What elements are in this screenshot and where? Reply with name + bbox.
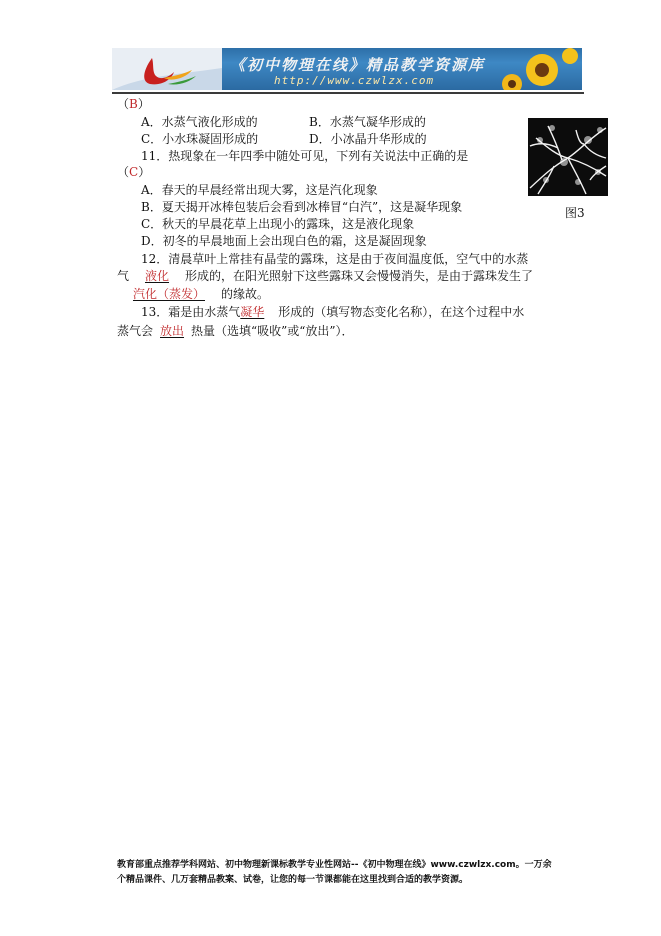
banner-url: http://www.czwlzx.com: [274, 74, 435, 87]
q13-line2-suffix: 热量（选填“吸收”或“放出”）．: [191, 324, 354, 338]
q13-line1: [141, 304, 524, 320]
q10-option-d: D．小冰晶升华形成的: [309, 132, 427, 146]
q13-blank1: 凝华: [240, 305, 265, 319]
q11-answer-letter: C: [129, 165, 139, 179]
q12-line1: 12．清晨草叶上常挂有晶莹的露珠，这是由于夜间温度低，空气中的水蒸: [141, 252, 529, 266]
q12-blank2: 汽化（蒸发）: [132, 287, 205, 301]
footer-line2: 个精品课件、几万套精品教案、试卷，让您的每一节课都能在这里找到合适的教学资源。: [117, 875, 469, 885]
q10-answer-letter: B: [129, 97, 138, 111]
q11-answer-open: （: [117, 165, 130, 179]
q10-option-b: B．水蒸气凝华形成的: [309, 115, 426, 129]
q13-line2-prefix: 蒸气会: [117, 324, 154, 338]
q10-option-a: A．水蒸气液化形成的: [141, 115, 258, 129]
footer-line1: 教育部重点推荐学科网站、初中物理新课标教学专业性网站--《初中物理在线》www.czwlzx.com。一万余: [117, 860, 552, 870]
header-banner: [112, 48, 582, 90]
q11-option-c: C．秋天的早晨花草上出现小的露珠，这是液化现象: [141, 217, 415, 231]
q10-option-c: C．小水珠凝固形成的: [141, 132, 259, 146]
q11-option-b: B．夏天揭开冰棒包装后会看到冰棒冒“白汽”，这是凝华现象: [141, 200, 463, 214]
frost-branches-icon: [528, 118, 608, 196]
q13-blank2: 放出: [160, 324, 185, 338]
q12-blank1: 液化: [145, 269, 170, 283]
q12-line2-suffix: 形成的，在阳光照射下这些露珠又会慢慢消失，是由于露珠发生了: [185, 269, 534, 283]
q12-line2: [117, 268, 533, 284]
q10-answer: [117, 96, 150, 112]
header-divider: [112, 92, 584, 94]
q13-prefix: 13．霜是由水蒸气: [141, 305, 241, 319]
figure-caption: 图3: [565, 206, 585, 220]
q12-line2-prefix: 气: [117, 269, 130, 283]
q11-answer-close: ）: [138, 165, 151, 179]
q11-option-a: A．春天的早晨经常出现大雾，这是汽化现象: [141, 183, 378, 197]
q12-line3-suffix: 的缘故。: [221, 287, 270, 301]
q11-stem: 11．热现象在一年四季中随处可见，下列有关说法中正确的是: [141, 149, 469, 163]
q10-answer-open: （: [117, 97, 130, 111]
frost-photo: [528, 118, 608, 196]
q11-answer: [117, 164, 150, 180]
page-footer: [117, 858, 552, 888]
q13-line2: [117, 323, 354, 339]
banner-title: 《初中物理在线》精品教学资源库: [230, 56, 486, 74]
q10-answer-close: ）: [137, 97, 150, 111]
q13-middle: 形成的（填写物态变化名称），在这个过程中水: [278, 305, 525, 319]
q12-line3: [117, 286, 269, 302]
q11-option-d: D．初冬的早晨地面上会出现白色的霜，这是凝固现象: [141, 234, 427, 248]
